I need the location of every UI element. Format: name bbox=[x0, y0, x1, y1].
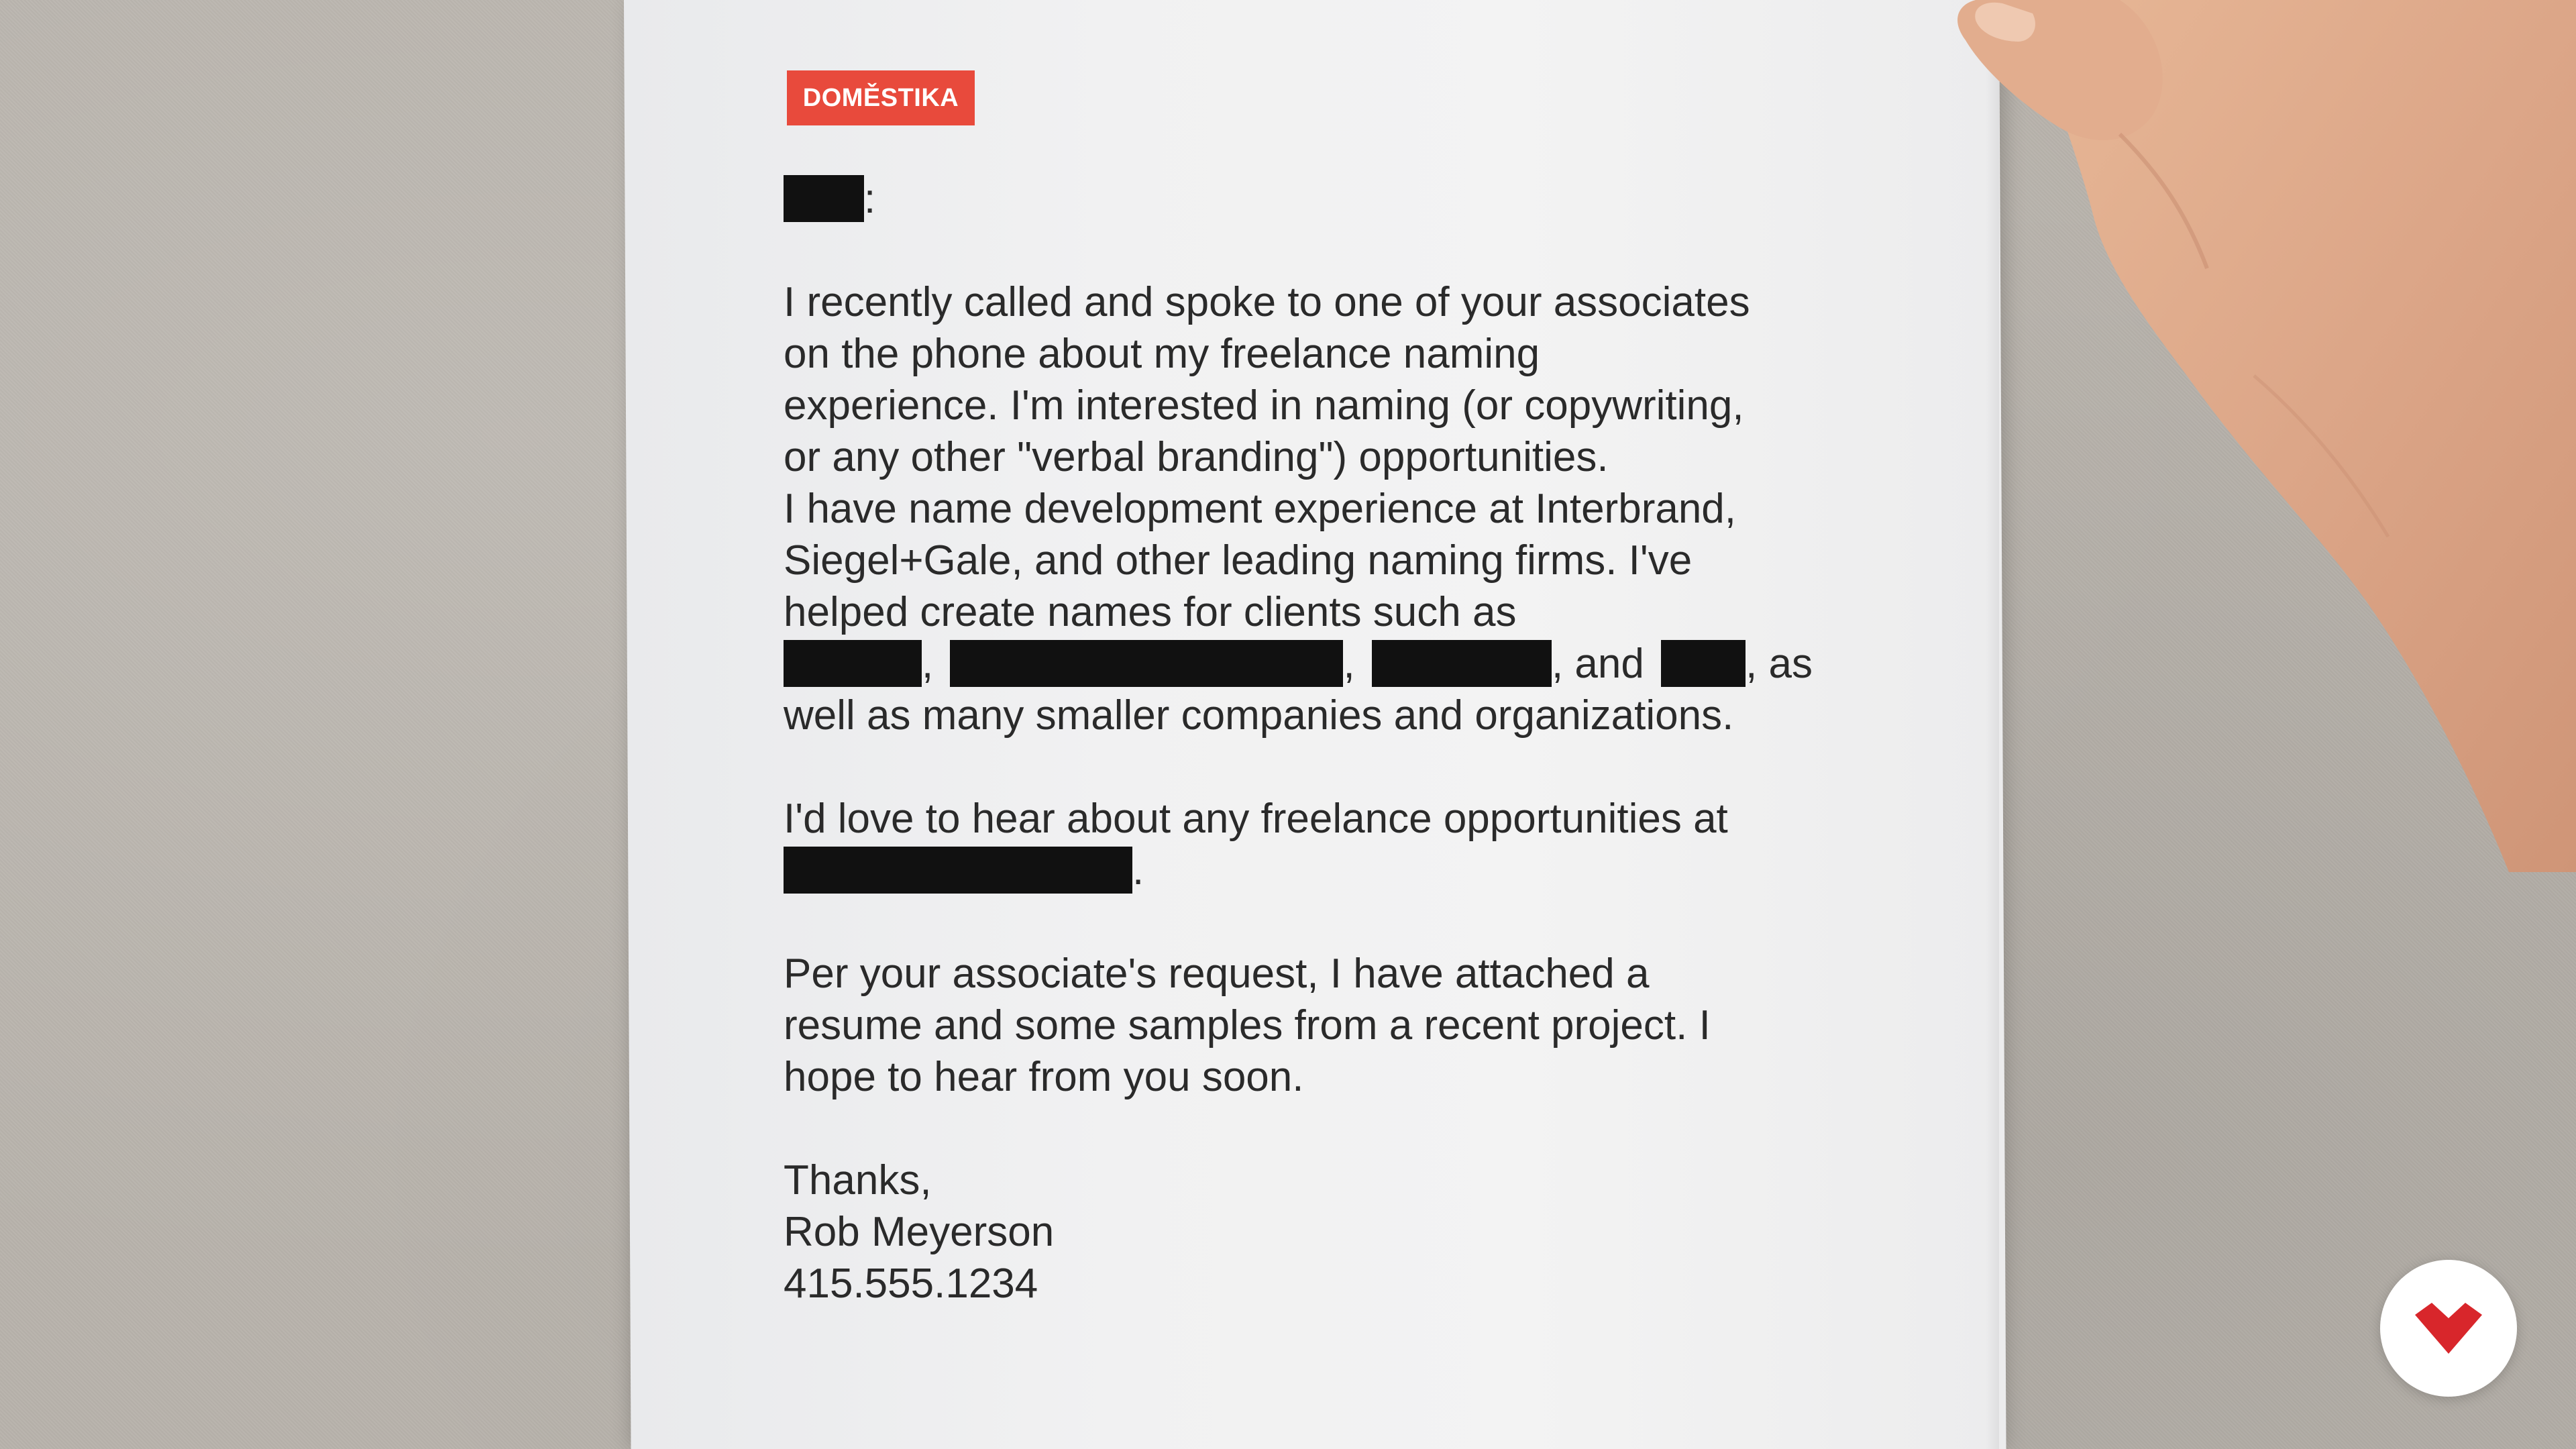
redaction-bar bbox=[1661, 640, 1746, 687]
letter-line: hope to hear from you soon. bbox=[784, 1054, 1304, 1100]
letter-line: helped create names for clients such as bbox=[784, 589, 1517, 635]
letter-line: experience. I'm interested in naming (or copywriting, bbox=[784, 382, 1744, 429]
letter-line: I recently called and spoke to one of your associates bbox=[784, 279, 1750, 325]
domestika-badge[interactable] bbox=[2380, 1260, 2517, 1397]
signature-name: Rob Meyerson bbox=[784, 1209, 1055, 1255]
company-line: . bbox=[784, 845, 1964, 896]
letter-line: I'd love to hear about any freelance opportunities at bbox=[784, 796, 1728, 842]
letter-line: Siegel+Gale, and other leading naming firms. I've bbox=[784, 537, 1693, 584]
letter-line: well as many smaller companies and organizations. bbox=[784, 692, 1734, 739]
salutation-colon: : bbox=[864, 176, 876, 222]
domestika-logo bbox=[787, 70, 975, 125]
clients-line: , , , and , as bbox=[784, 638, 1964, 690]
letter-line: on the phone about my freelance naming bbox=[784, 331, 1540, 377]
redaction-bar bbox=[784, 175, 864, 222]
letter-line: resume and some samples from a recent project. I bbox=[784, 1002, 1711, 1049]
redaction-bar bbox=[1372, 640, 1552, 687]
letter-line: Per your associate's request, I have attached a bbox=[784, 951, 1650, 997]
domestika-heart-icon bbox=[2412, 1301, 2485, 1355]
logo-text: DOMĚSTIKA bbox=[802, 83, 959, 112]
phone-number: 415.555.1234 bbox=[784, 1260, 1038, 1307]
redaction-bar bbox=[784, 640, 922, 687]
hand bbox=[1744, 0, 2576, 872]
letter-line: I have name development experience at Interbrand, bbox=[784, 486, 1737, 532]
redaction-bar bbox=[950, 640, 1343, 687]
letter-line: or any other "verbal branding") opportunities. bbox=[784, 434, 1609, 480]
closing: Thanks, bbox=[784, 1157, 932, 1203]
redaction-bar bbox=[784, 847, 1132, 894]
